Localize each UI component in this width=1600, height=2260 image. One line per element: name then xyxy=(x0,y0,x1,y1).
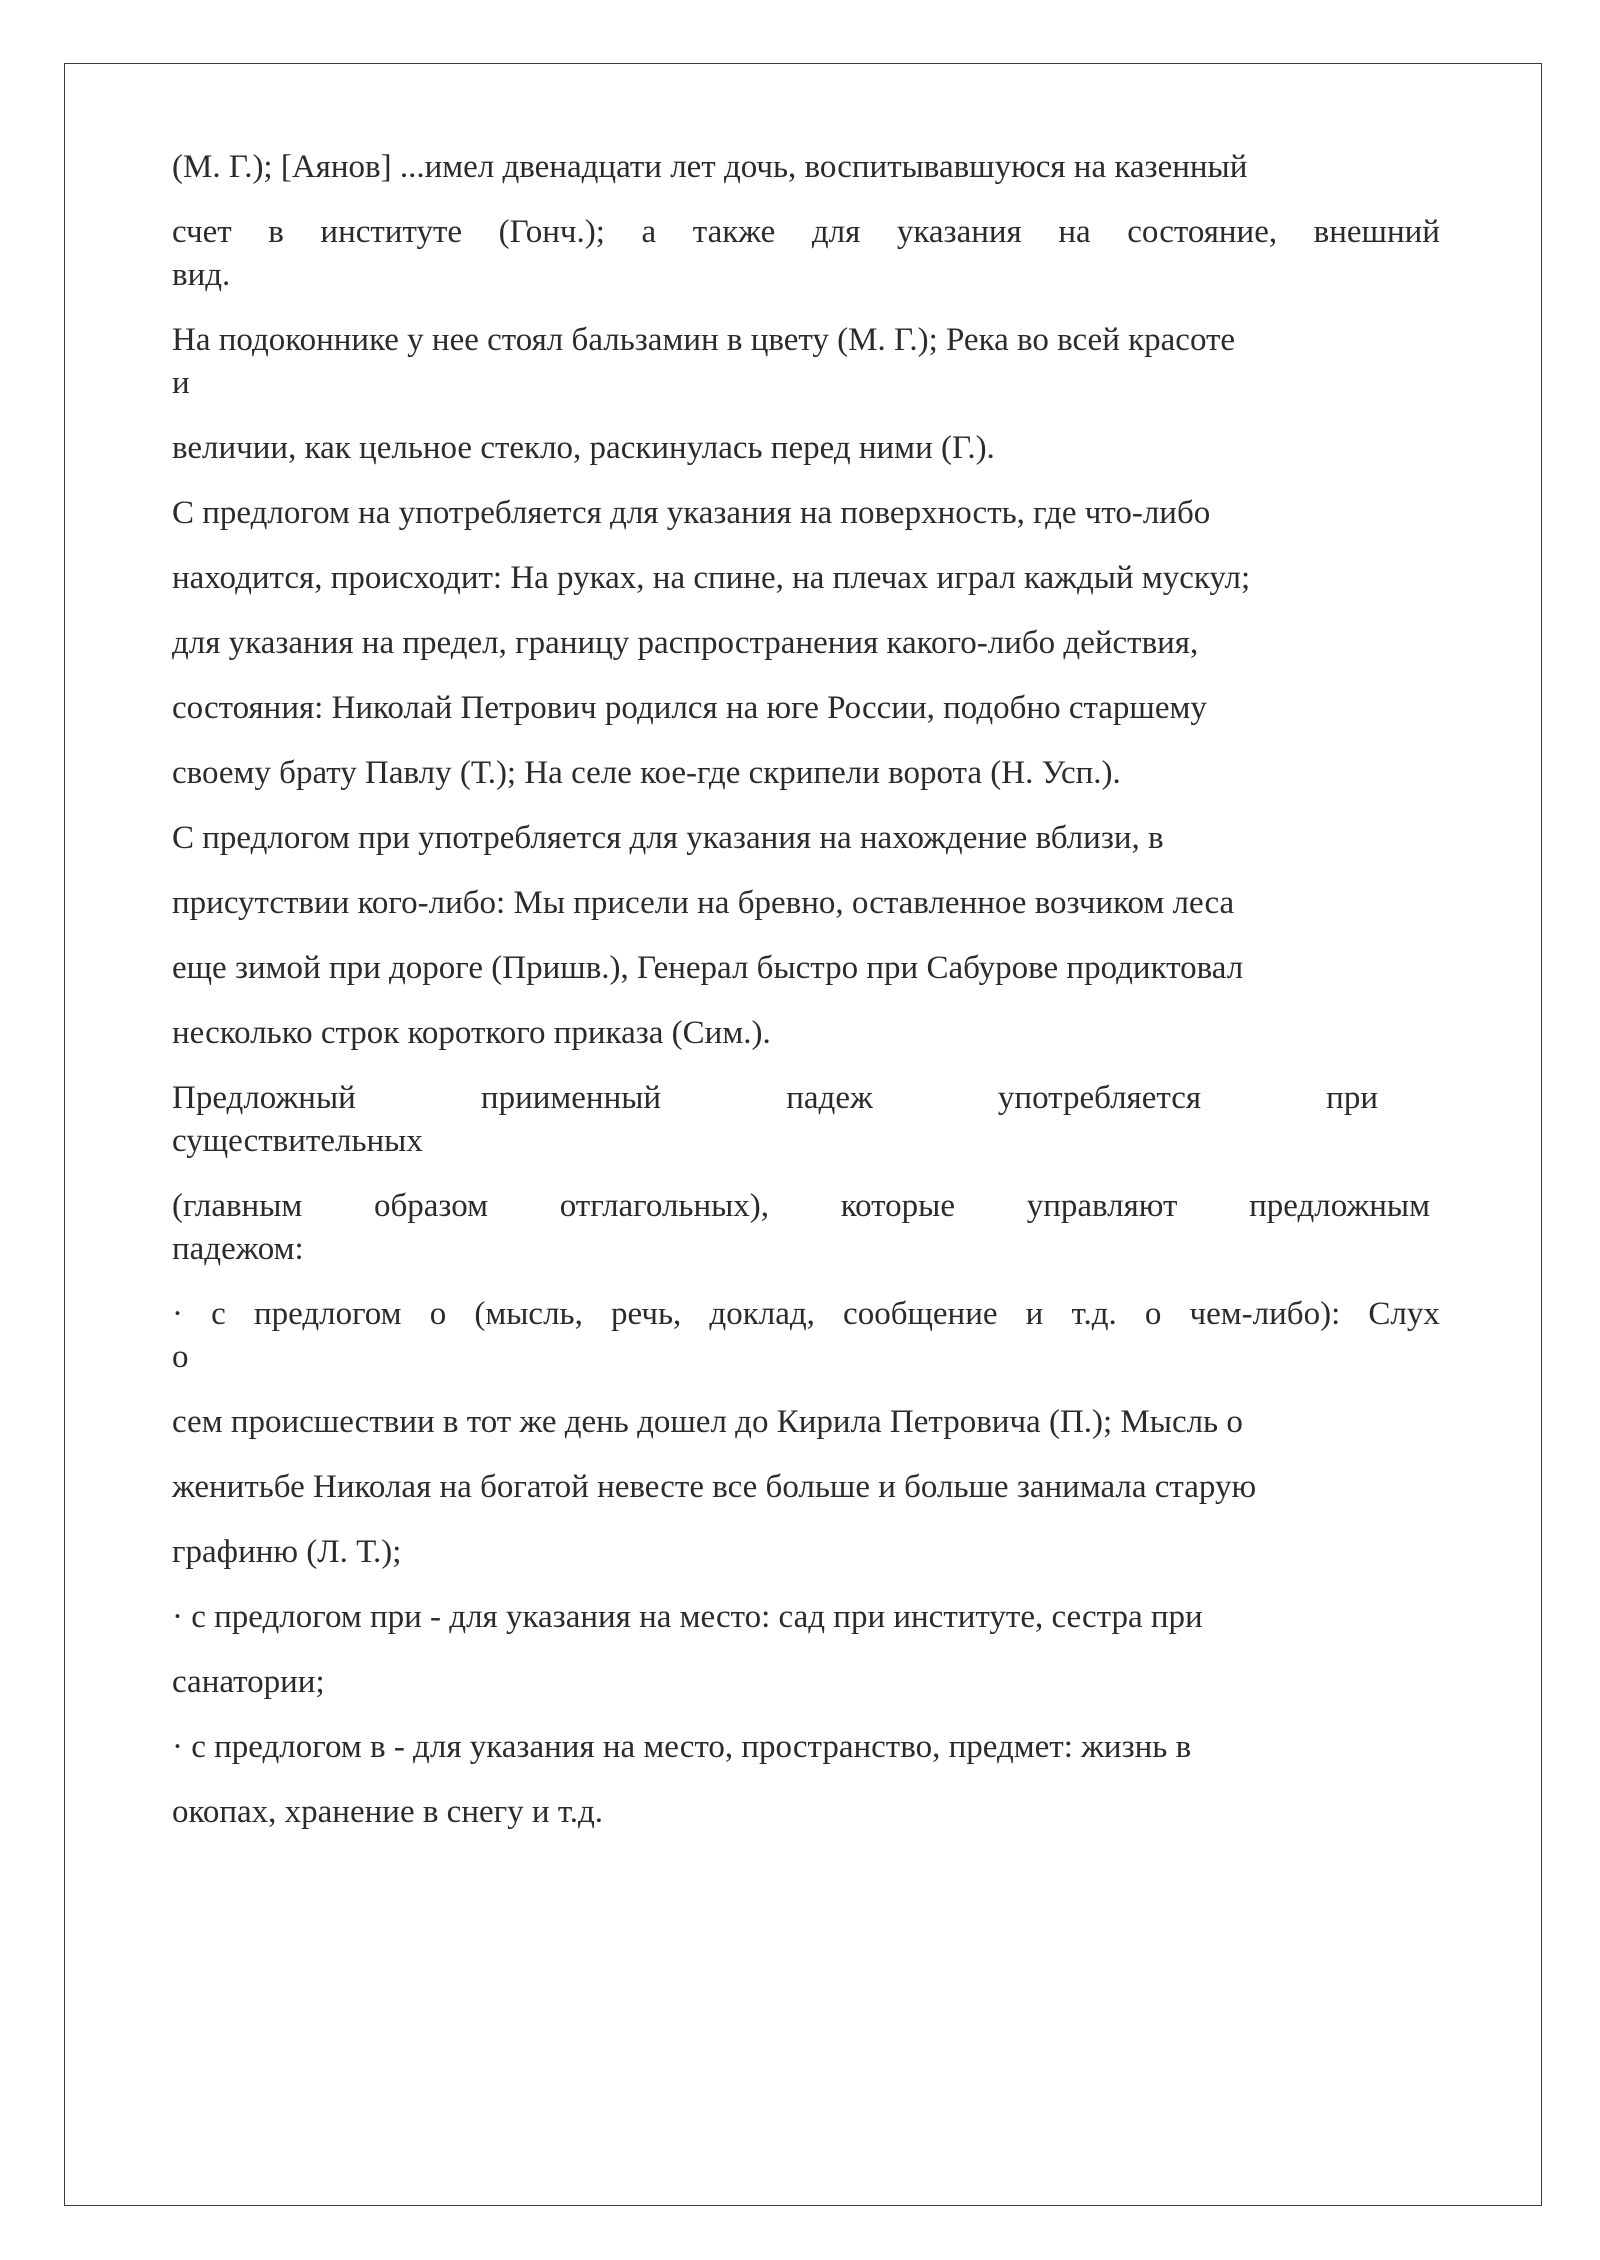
text-line: своему брату Павлу (Т.); На селе кое-где скрипели ворота (Н. Усп.). xyxy=(172,755,1121,791)
text-line: На подоконнике у нее стоял бальзамин в цвету (М. Г.); Река во всей красоте xyxy=(172,322,1236,358)
text-line: состояния: Николай Петрович родился на юге России, подобно старшему xyxy=(172,690,1207,726)
text-line-justified: · с предлогом о (мысль, речь, доклад, сообщение и т.д. о чем-либо): Слух xyxy=(172,1296,1440,1332)
text-line: падежом: xyxy=(172,1231,304,1267)
text-line: величии, как цельное стекло, раскинулась перед ними (Г.). xyxy=(172,430,995,466)
text-line: и xyxy=(172,365,190,401)
text-line: еще зимой при дороге (Пришв.), Генерал быстро при Сабурове продиктовал xyxy=(172,950,1244,986)
text-line: вид. xyxy=(172,257,231,293)
text-line-justified: Предложный приименный падеж употребляется при xyxy=(172,1080,1378,1116)
text-line: присутствии кого-либо: Мы присели на бревно, оставленное возчиком леса xyxy=(172,885,1235,921)
text-line: графиню (Л. Т.); xyxy=(172,1534,402,1570)
text-line: находится, происходит: На руках, на спине, на плечах играл каждый мускул; xyxy=(172,560,1251,596)
text-line-justified: счет в институте (Гонч.); а также для указания на состояние, внешний xyxy=(172,214,1440,250)
text-line: женитьбе Николая на богатой невесте все больше и больше занимала старую xyxy=(172,1469,1257,1505)
text-line: для указания на предел, границу распространения какого-либо действия, xyxy=(172,625,1199,661)
text-line: · с предлогом при - для указания на место: сад при институте, сестра при xyxy=(172,1599,1203,1635)
text-line: · с предлогом в - для указания на место, пространство, предмет: жизнь в xyxy=(172,1729,1192,1765)
text-line: существительных xyxy=(172,1123,423,1159)
text-line: (М. Г.); [Аянов] ...имел двенадцати лет дочь, воспитывавшуюся на казенный xyxy=(172,149,1248,185)
document-body xyxy=(172,146,1440,1834)
text-line: С предлогом при употребляется для указания на нахождение вблизи, в xyxy=(172,820,1164,856)
text-line: санатории; xyxy=(172,1664,325,1700)
text-line: о xyxy=(172,1339,189,1375)
text-line: сем происшествии в тот же день дошел до Кирила Петровича (П.); Мысль о xyxy=(172,1404,1243,1440)
text-line-justified: (главным образом отглагольных), которые управляют предложным xyxy=(172,1188,1430,1224)
text-line: С предлогом на употребляется для указания на поверхность, где что-либо xyxy=(172,495,1211,531)
text-line: окопах, хранение в снегу и т.д. xyxy=(172,1794,604,1830)
text-line: несколько строк короткого приказа (Сим.). xyxy=(172,1015,771,1051)
